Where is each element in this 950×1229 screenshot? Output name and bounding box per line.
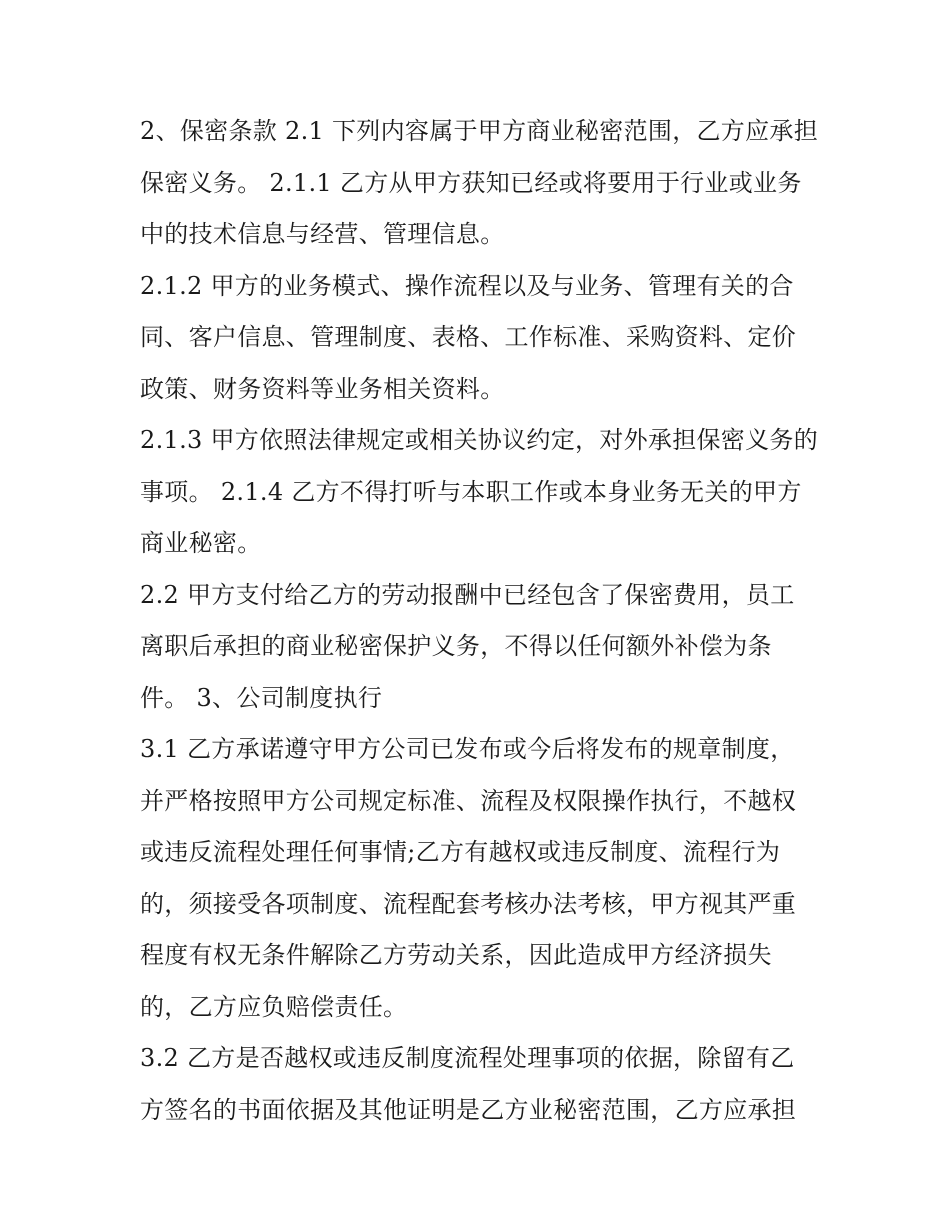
- text-line: 商业秘密。: [140, 529, 262, 557]
- text-line: 政策、财务资料等业务相关资料。: [140, 374, 505, 403]
- text-line: 方签名的书面依据及其他证明是乙方业秘密范围，乙方应承担: [140, 1095, 797, 1124]
- text-line: 3.2 乙方是否越权或违反制度流程处理事项的依据，除留有乙: [140, 1044, 795, 1072]
- text-line: 程度有权无条件解除乙方劳动关系，因此造成甲方经济损失: [140, 941, 772, 969]
- text-line: 的，乙方应负赔偿责任。: [140, 992, 408, 1021]
- text-line: 同、客户信息、管理制度、表格、工作标准、采购资料、定价: [140, 323, 797, 351]
- text-line: 事项。 2.1.4 乙方不得打听与本职工作或本身业务无关的甲方: [140, 477, 802, 506]
- text-line: 中的技术信息与经营、管理信息。: [140, 220, 505, 248]
- text-line: 离职后承担的商业秘密保护义务，不得以任何额外补偿为条: [140, 632, 772, 660]
- document-body: [140, 106, 818, 1136]
- text-line: 2.2 甲方支付给乙方的劳动报酬中已经包含了保密费用，员工: [140, 580, 795, 609]
- text-line: 并严格按照甲方公司规定标准、流程及权限操作执行，不越权: [140, 786, 797, 815]
- text-line: 2、保密条款 2.1 下列内容属于甲方商业秘密范围，乙方应承担: [140, 117, 818, 145]
- text-line: 的，须接受各项制度、流程配套考核办法考核，甲方视其严重: [140, 889, 797, 918]
- text-line: 件。 3、公司制度执行: [140, 683, 383, 712]
- text-line: 2.1.3 甲方依照法律规定或相关协议约定，对外承担保密义务的: [140, 426, 818, 454]
- text-line: 2.1.2 甲方的业务模式、操作流程以及与业务、管理有关的合: [140, 271, 794, 300]
- text-line: 或违反流程处理任何事情;乙方有越权或违反制度、流程行为: [140, 838, 781, 866]
- text-line: 保密义务。 2.1.1 乙方从甲方获知已经或将要用于行业或业务: [140, 168, 802, 197]
- text-line: 3.1 乙方承诺遵守甲方公司已发布或今后将发布的规章制度，: [140, 735, 795, 763]
